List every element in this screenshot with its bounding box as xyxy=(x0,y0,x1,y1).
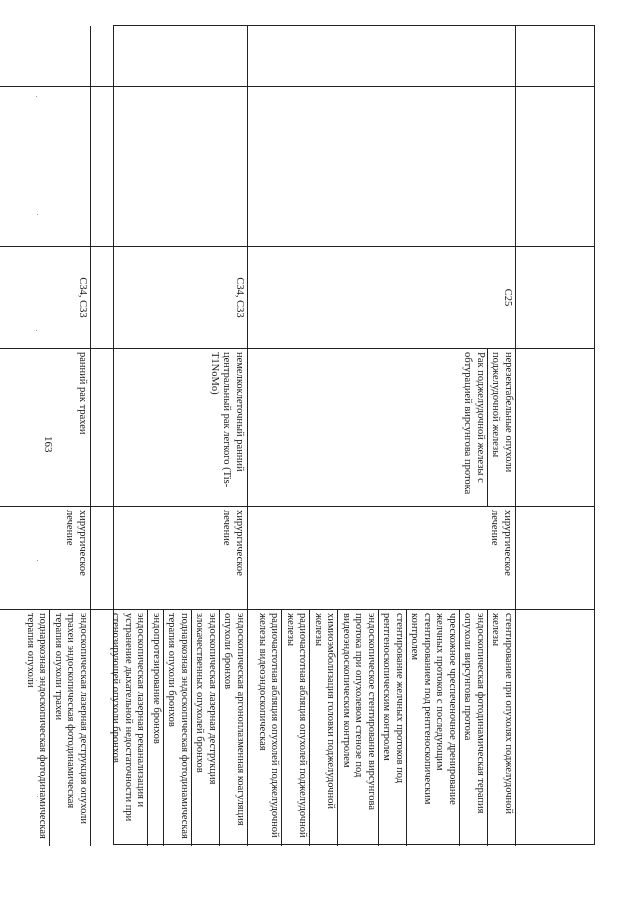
treatment-method: химиоэмболизация головки поджелудочной железы xyxy=(311,610,339,846)
treatment-method: радиочастотная абляция опухолей поджелудочной железы xyxy=(283,610,311,846)
procedure-cell xyxy=(0,86,90,246)
patient-model-cell xyxy=(516,348,594,506)
table-row xyxy=(91,26,248,846)
icd-code-cell xyxy=(516,246,594,348)
patient-model-text: Рак поджелудочной железы с обтурацией вирсунгова протока xyxy=(460,349,488,506)
procedure-cell xyxy=(516,86,594,246)
scan-speck xyxy=(37,560,38,561)
scan-speck xyxy=(36,680,37,681)
patient-model-cell: немелкоклеточный ранний центральный рак легкого (Tis-T1NoMo) xyxy=(91,348,247,506)
patient-model-cell: ранний рак трахеи xyxy=(0,348,90,506)
icd-code-cell: C25 xyxy=(248,246,515,348)
table-row xyxy=(516,26,594,846)
treatment-method: поднаркозная эндоскопическая фотодинамическая терапия опухоли xyxy=(23,610,51,846)
row-number-cell xyxy=(0,26,90,86)
treatment-method: радиочастотная абляция опухолей поджелудочной железы видеоэндоскопическая xyxy=(255,610,283,846)
scan-speck xyxy=(37,796,38,797)
row-number-cell xyxy=(91,26,247,86)
page-number: 163 xyxy=(42,436,54,453)
treatment-type-cell: хирургическое лечение xyxy=(0,506,90,609)
icd-code-cell: C34, C33 xyxy=(91,246,247,348)
treatment-method: эндоскопическая аргоноплазменная коагуляция опухоли бронхов xyxy=(222,613,246,826)
treatment-method: стентирование желчных протоков под рентгеноскопическим контролем xyxy=(379,610,407,846)
scan-speck xyxy=(37,214,38,215)
treatment-method: чрескожное чреспеченочное дренирование желчных протоков с последующим стентированием под рентгеноскопическим контролем xyxy=(407,610,460,846)
treatment-method: эндоскопическая лазерная реканализация и устранение дыхательной недостаточности при стенозирующей опухоли бронхов xyxy=(108,610,149,846)
treatment-methods-cell xyxy=(248,609,515,846)
treatment-method: эндоскопическая лазерная деструкция опухоли трахеи эндоскопическая фотодинамическая терапия опухоли трахеи xyxy=(53,613,89,825)
treatment-method: эндопротезирование бронхов xyxy=(149,610,165,846)
patient-model-text: нерезектабельные опухоли поджелудочной железы xyxy=(490,352,514,473)
icd-code-cell: C34, C33 xyxy=(0,246,90,348)
treatment-methods-cell xyxy=(0,609,90,846)
table-row xyxy=(248,26,516,846)
treatment-method: эндоскопическая фотодинамическая терапия опухоли вирсунгова протока xyxy=(460,610,488,846)
scan-speck xyxy=(36,330,37,331)
treatment-type-cell: хирургическое лечение xyxy=(91,506,247,609)
patient-model-cell xyxy=(248,348,515,506)
procedure-cell xyxy=(248,86,515,246)
treatment-method: стентирование при опухолях поджелудочной железы xyxy=(490,613,514,814)
treatment-method: эндоскопическое стентирование вирсунгова протока при опухолевом стенозе под видеоэндоскопическим контролем xyxy=(339,610,380,846)
treatment-method: эндоскопическая лазерная деструкция злокачественных опухолей бронхов xyxy=(192,610,220,846)
treatment-method: поднаркозная эндоскопическая фотодинамическая терапия опухоли бронхов xyxy=(164,610,192,846)
treatment-type-cell xyxy=(516,506,594,609)
row-number-cell xyxy=(516,26,594,86)
scan-speck xyxy=(36,96,37,97)
procedure-cell xyxy=(91,86,247,246)
treatment-type-cell: хирургическое лечение xyxy=(248,506,515,609)
row-number-cell xyxy=(248,26,515,86)
treatment-methods-cell xyxy=(91,609,247,846)
table-row xyxy=(0,26,91,846)
treatment-methods-cell xyxy=(516,609,594,846)
